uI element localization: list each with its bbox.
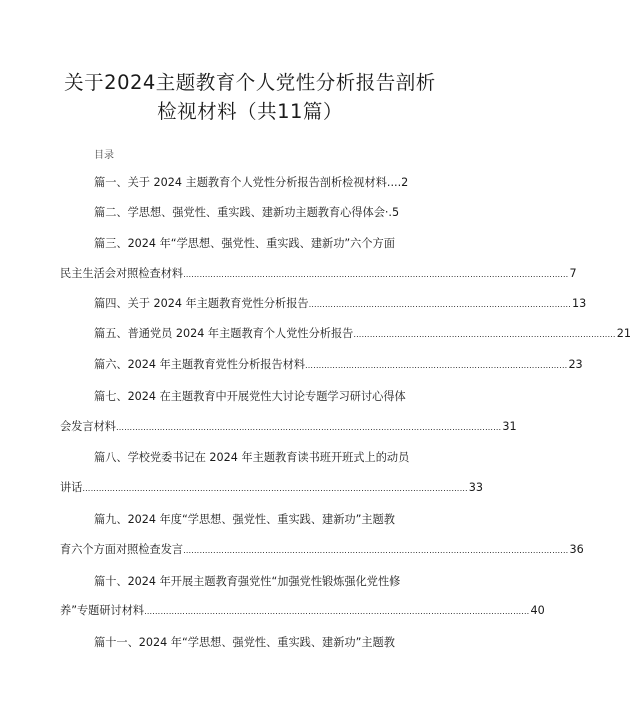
toc-entry-10-line2[interactable] — [60, 603, 545, 619]
toc-heading: 目录 — [94, 150, 114, 161]
toc-entry-7-text-line2: 会发言材料 — [60, 420, 116, 433]
toc-entry-4[interactable] — [94, 296, 587, 312]
toc-entry-2[interactable] — [94, 205, 414, 220]
toc-entry-6[interactable] — [94, 357, 583, 373]
toc-leader-dots: …………………………………………………………………………………………………………………………… — [183, 270, 569, 279]
toc-entry-9-line1[interactable] — [94, 512, 424, 527]
toc-entry-4-page: 13 — [572, 297, 587, 310]
toc-leader-dots: …………………………………………………………………………………………………………………………… — [82, 484, 468, 493]
title-line-2: 检视材料（共11篇） — [157, 100, 343, 123]
toc-entry-8-page: 33 — [468, 481, 484, 494]
toc-leader-dots: …………………………………………………………………………………… — [308, 300, 571, 309]
toc-leader-dots: …………………………………………………………………………………… — [305, 361, 568, 370]
toc-entry-5-text: 篇五、普通党员 2024 年主题教育个人党性分析报告 — [94, 327, 354, 340]
toc-entry-9-text-line1: 篇九、2024 年度“学思想、强党性、重实践、建新功”主题教 — [94, 513, 395, 526]
toc-entry-3-text-line1: 篇三、2024 年“学思想、强党性、重实践、建新功”六个方面 — [94, 237, 395, 250]
toc-entry-9-page: 36 — [569, 543, 584, 556]
toc-entry-3-text-line2: 民主生活会对照检查材料 — [60, 267, 184, 280]
toc-entry-7-line2[interactable] — [60, 419, 517, 435]
toc-entry-2-text: 篇二、学思想、强党性、重实践、建新功主题教育心得体会·.5 — [94, 206, 400, 219]
toc-entry-1-text: 篇一、关于 2024 主题教育个人党性分析报告剖析检视材料....2 — [94, 176, 409, 189]
toc-entry-8-line1[interactable] — [94, 450, 424, 465]
toc-entry-5-page: 21 — [616, 327, 631, 340]
toc-entry-3-page: 7 — [569, 267, 577, 280]
toc-entry-10-text-line1: 篇十、2024 年开展主题教育强党性“加强党性锻炼强化党性修 — [94, 575, 401, 588]
toc-entry-11-text-line1: 篇十一、2024 年“学思想、强党性、重实践、建新功”主题教 — [94, 636, 395, 649]
toc-entry-4-text: 篇四、关于 2024 年主题教育党性分析报告 — [94, 297, 309, 310]
toc-entry-7-line1[interactable] — [94, 389, 424, 404]
toc-entry-8-text-line2: 讲话 — [60, 481, 83, 494]
toc-leader-dots: …………………………………………………………………………………………………………………………… — [115, 423, 502, 432]
toc-entry-3-line1[interactable] — [94, 236, 414, 251]
toc-entry-6-page: 23 — [568, 358, 583, 371]
toc-leader-dots: …………………………………………………………………………………… — [353, 330, 616, 339]
toc-entry-10-page: 40 — [530, 604, 545, 617]
toc-entry-9-text-line2: 育六个方面对照检查发言 — [60, 543, 184, 556]
toc-entry-10-line1[interactable] — [94, 574, 424, 589]
document-title — [0, 68, 500, 126]
toc-entry-8-line2[interactable] — [60, 480, 484, 496]
toc-entry-7-page: 31 — [502, 420, 517, 433]
toc-leader-dots: …………………………………………………………………………………………………………………………… — [144, 607, 530, 616]
toc-entry-7-text-line1: 篇七、2024 在主题教育中开展党性大讨论专题学习研讨心得体 — [94, 390, 406, 403]
toc-entry-3-line2[interactable] — [60, 266, 577, 282]
toc-entry-8-text-line1: 篇八、学校党委书记在 2024 年主题教育读书班开班式上的动员 — [94, 451, 410, 464]
toc-entry-11-line1[interactable] — [94, 635, 424, 650]
toc-leader-dots: …………………………………………………………………………………………………………………………… — [183, 546, 569, 555]
toc-entry-10-text-line2: 养”专题研讨材料 — [60, 604, 145, 617]
toc-entry-1[interactable] — [94, 175, 414, 190]
toc-entry-5[interactable] — [94, 326, 631, 342]
title-line-1: 关于2024主题教育个人党性分析报告剖析 — [64, 71, 436, 94]
toc-entry-9-line2[interactable] — [60, 542, 584, 558]
toc-entry-6-text: 篇六、2024 年主题教育党性分析报告材料 — [94, 358, 306, 371]
